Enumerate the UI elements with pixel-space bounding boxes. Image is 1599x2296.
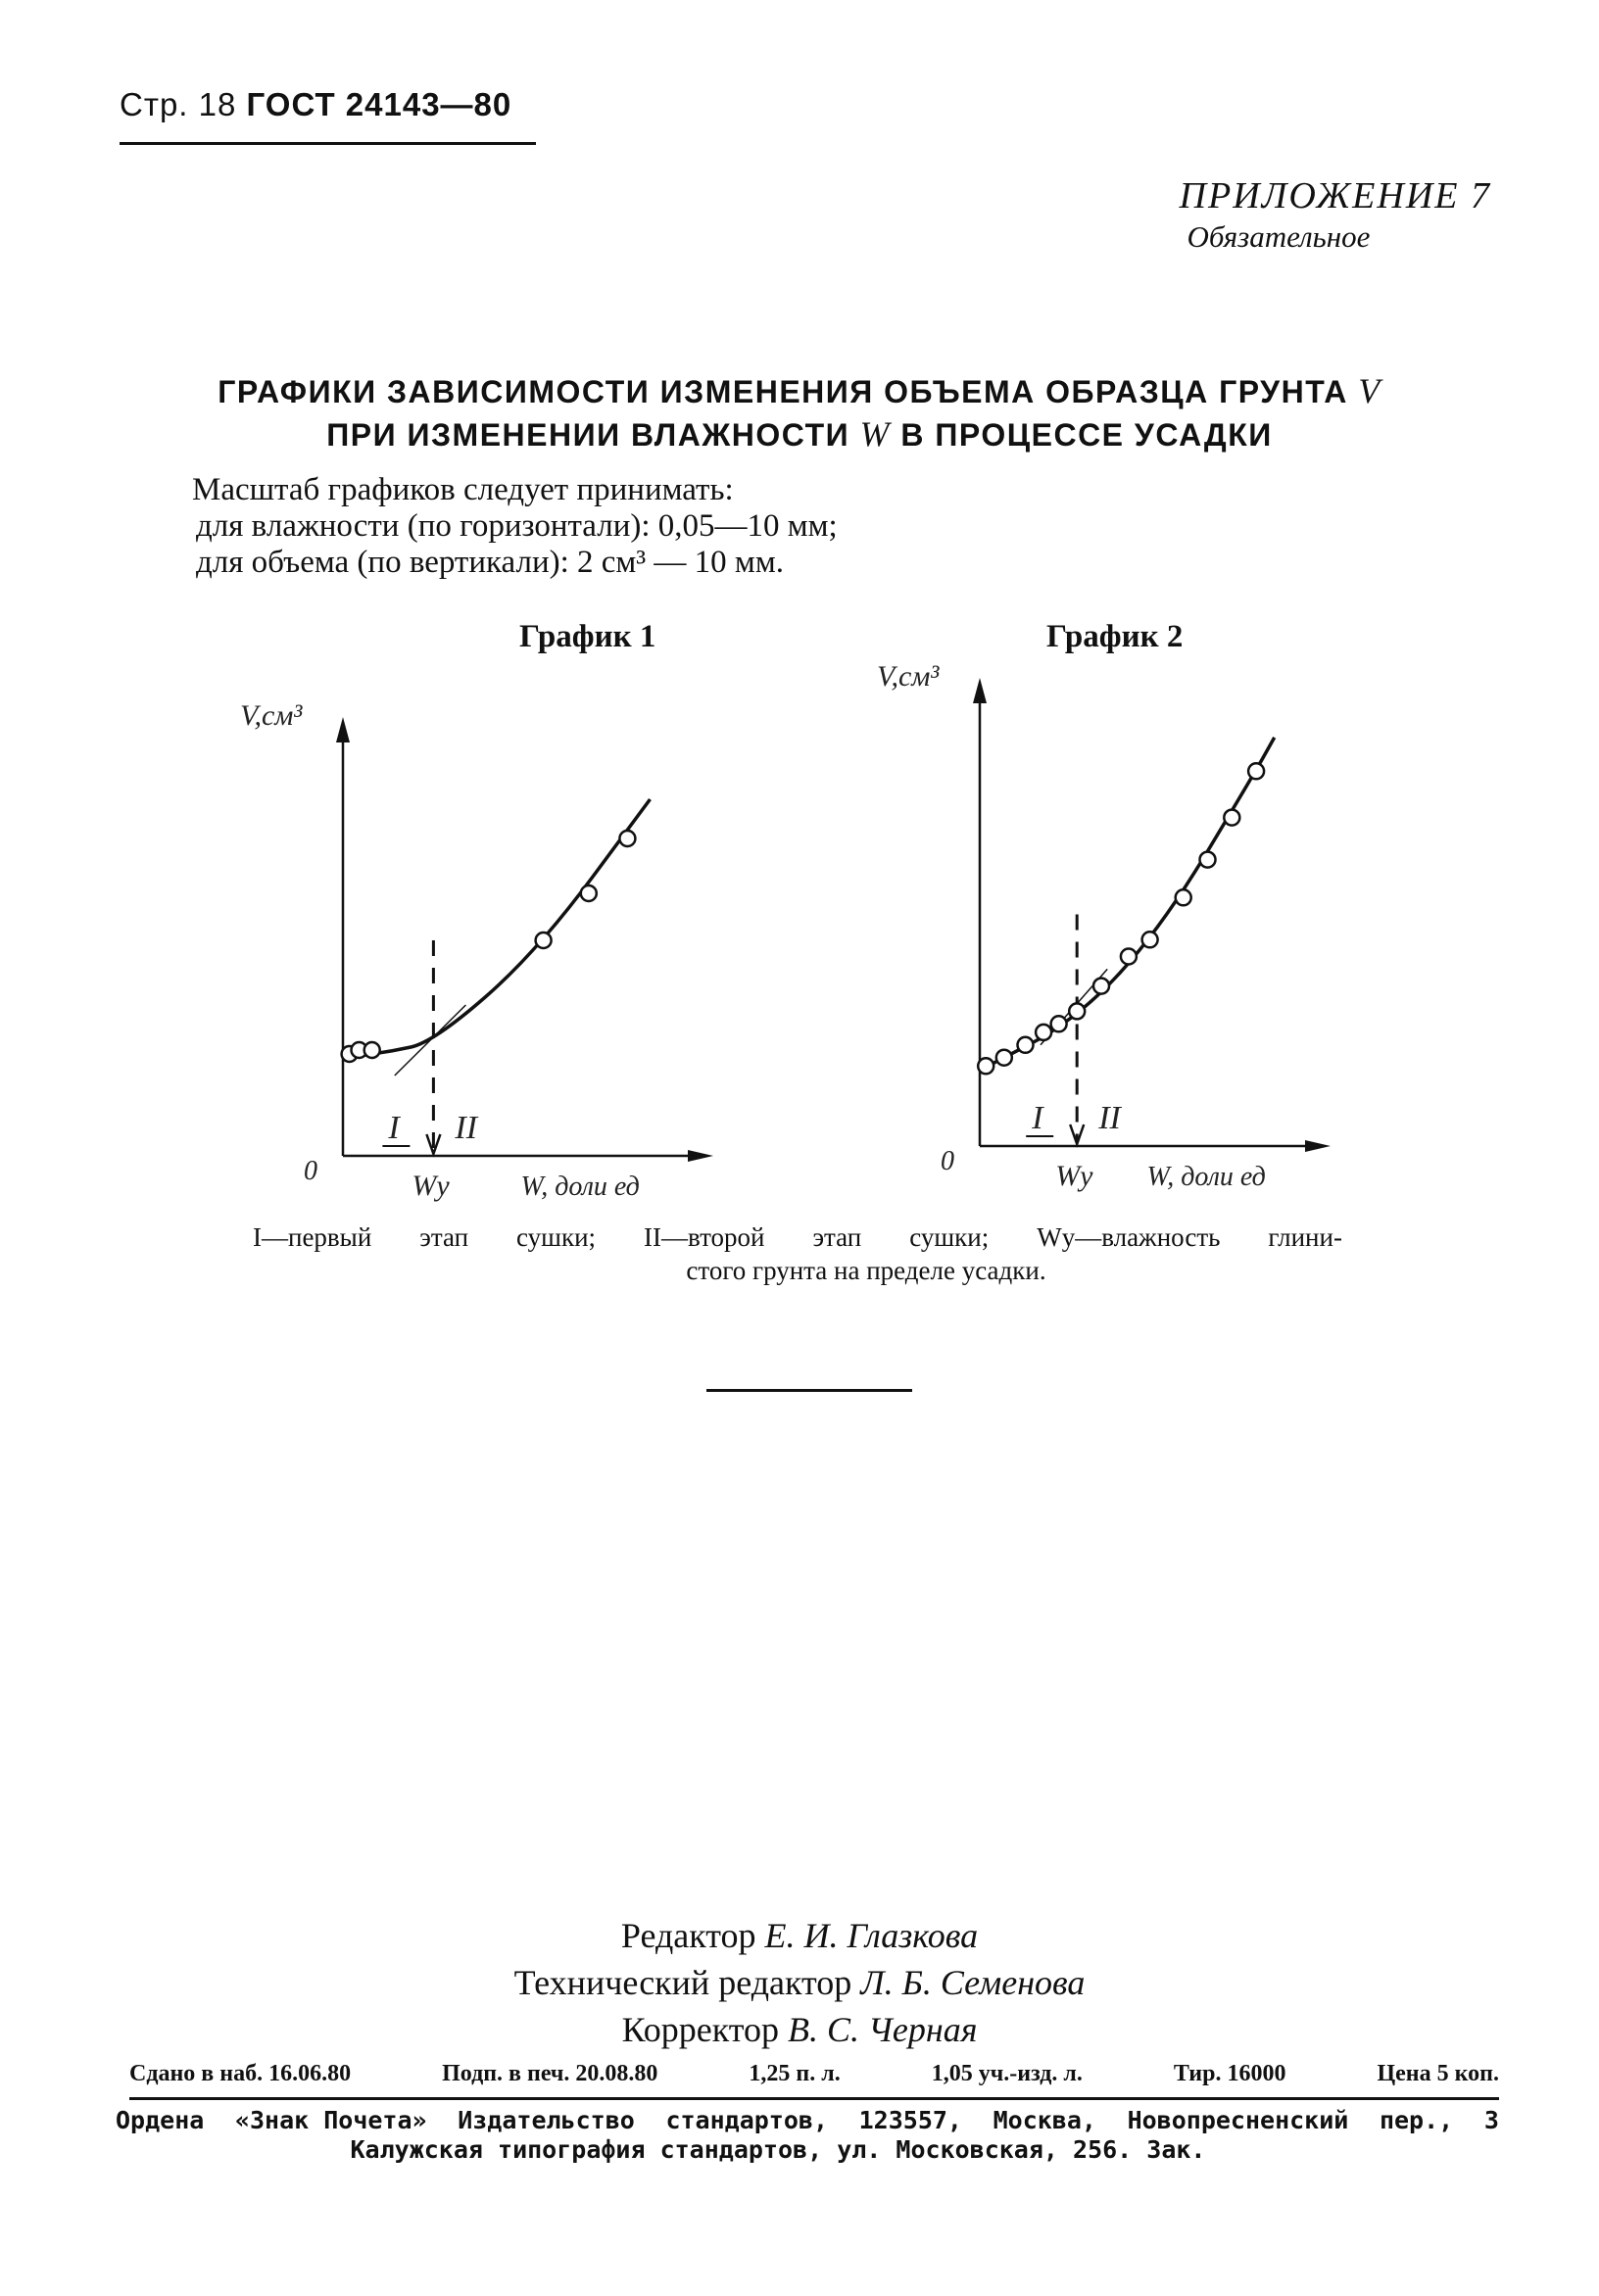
caption-word: II—второй [644,1222,765,1252]
title-symbol-w: W [859,414,892,454]
editor-role: Корректор [621,2010,789,2049]
caption-word: сушки; [909,1222,990,1252]
caption-line2: стого грунта на пределе усадки. [686,1256,1046,1285]
y-axis-label: V,см³ [240,699,303,732]
publisher-word: пер., [1379,2106,1454,2134]
wy-axis-label: Wу [412,1170,450,1202]
origin-label: 0 [941,1146,954,1176]
origin-label: 0 [304,1156,317,1186]
graph1-title: График 1 [519,619,656,654]
y-axis-arrow [973,678,987,703]
data-point [978,1058,993,1074]
imprint-item: Сдано в наб. 16.06.80 [129,2061,352,2086]
graph2-plot [877,660,1331,1192]
scale-note-line2: для влажности (по горизонтали): 0,05—10 мм; [196,508,838,544]
data-point [1224,810,1239,826]
appendix-status: Обязательное [1187,219,1371,254]
y-axis-label: V,см³ [877,660,940,693]
caption-line1 [253,1220,1342,1254]
data-point [996,1050,1012,1066]
fit-curve [980,738,1275,1071]
data-point [1036,1025,1051,1040]
end-separator [706,1389,912,1392]
stage-two-label: II [1098,1100,1121,1136]
x-axis-label: W, доли ед [520,1172,640,1202]
data-point [1093,979,1109,994]
title-line2-end: В ПРОЦЕССЕ УСАДКИ [900,417,1273,453]
scale-note [192,472,838,581]
publisher-word: 123557, [858,2106,962,2134]
title-line1-text: ГРАФИКИ ЗАВИСИМОСТИ ИЗМЕНЕНИЯ ОБЪЕМА ОБРАЗЦА ГРУНТА [218,374,1348,409]
data-point [1018,1037,1034,1053]
data-point [1200,852,1216,868]
caption-word: этап [812,1222,862,1252]
imprint-item: Тир. 16000 [1173,2061,1286,2086]
data-point [536,933,552,948]
imprint-item: 1,25 п. л. [749,2061,841,2086]
scale-note-line3: для объема (по вертикали): 2 см³ — 10 мм. [196,545,784,580]
data-point [1176,889,1191,905]
editor-name: В. С. Черная [788,2010,978,2049]
graph2-title: График 2 [1046,619,1184,654]
appendix-block [1180,174,1491,255]
document-title-line1 [0,370,1599,411]
imprint-item: 1,05 уч.-изд. л. [931,2061,1083,2086]
imprint-rule [129,2097,1499,2100]
appendix-number: ПРИЛОЖЕНИЕ 7 [1179,175,1491,216]
editor-role: Редактор [620,1916,765,1955]
publisher-word: стандартов, [665,2106,829,2134]
editor-line [0,1959,1599,2006]
data-point [1121,949,1137,965]
data-point [1142,932,1158,947]
imprint-item: Подп. в печ. 20.08.80 [442,2061,658,2086]
title-symbol-v: V [1358,371,1381,410]
tangent-line [395,1005,466,1076]
editor-role: Технический редактор [513,1963,861,2002]
caption-word: глини- [1268,1222,1342,1252]
publisher-word: Ордена [116,2106,205,2134]
fit-curve [343,799,651,1058]
imprint-item: Цена 5 коп. [1377,2061,1499,2086]
title-line2-start: ПРИ ИЗМЕНЕНИИ ВЛАЖНОСТИ [326,417,850,453]
data-point [364,1042,380,1058]
stage-one-label: I [388,1110,400,1146]
caption-word: Wу—влажность [1037,1222,1221,1252]
figure-caption [253,1220,1342,1287]
standard-number: ГОСТ 24143—80 [246,86,512,122]
document-title-line2 [0,413,1599,454]
graph2-chart [877,660,1381,1215]
caption-word: I—первый [253,1222,372,1252]
y-axis-arrow [336,717,350,742]
caption-word: этап [419,1222,469,1252]
publisher-line2: Калужская типография стандартов, ул. Московская, 256. Зак. [350,2135,1206,2164]
editor-line [0,1912,1599,1959]
publisher-word: 3 [1483,2106,1499,2134]
data-point [619,831,635,846]
graph1-plot [240,699,713,1202]
graph1-chart [240,699,764,1215]
publisher-word: «Знак Почета» [234,2106,427,2134]
data-point [581,885,597,901]
data-point [1069,1003,1085,1019]
header-rule [120,142,536,145]
publisher-word: Издательство [458,2106,635,2134]
stage-two-label: II [455,1110,478,1146]
scale-note-line1: Масштаб графиков следует принимать: [192,472,734,507]
page-header [120,86,511,123]
data-point [1248,763,1264,779]
publisher-word: Новопресненский [1127,2106,1349,2134]
imprint-line [129,2061,1499,2087]
stage-one-label: I [1032,1100,1043,1136]
page-number: Стр. 18 [120,86,237,122]
publisher-line1 [116,2106,1499,2135]
editors-block [0,1912,1599,2053]
data-point [1051,1016,1067,1031]
x-axis-label: W, доли ед [1146,1162,1266,1192]
publisher-block [116,2106,1499,2165]
editor-line [0,2006,1599,2053]
x-axis-arrow [688,1150,713,1162]
caption-word: сушки; [516,1222,597,1252]
editor-name: Е. И. Глазкова [764,1916,979,1955]
publisher-word: Москва, [993,2106,1096,2134]
wy-axis-label: Wу [1055,1160,1093,1192]
x-axis-arrow [1305,1140,1331,1152]
editor-name: Л. Б. Семенова [860,1963,1086,2002]
